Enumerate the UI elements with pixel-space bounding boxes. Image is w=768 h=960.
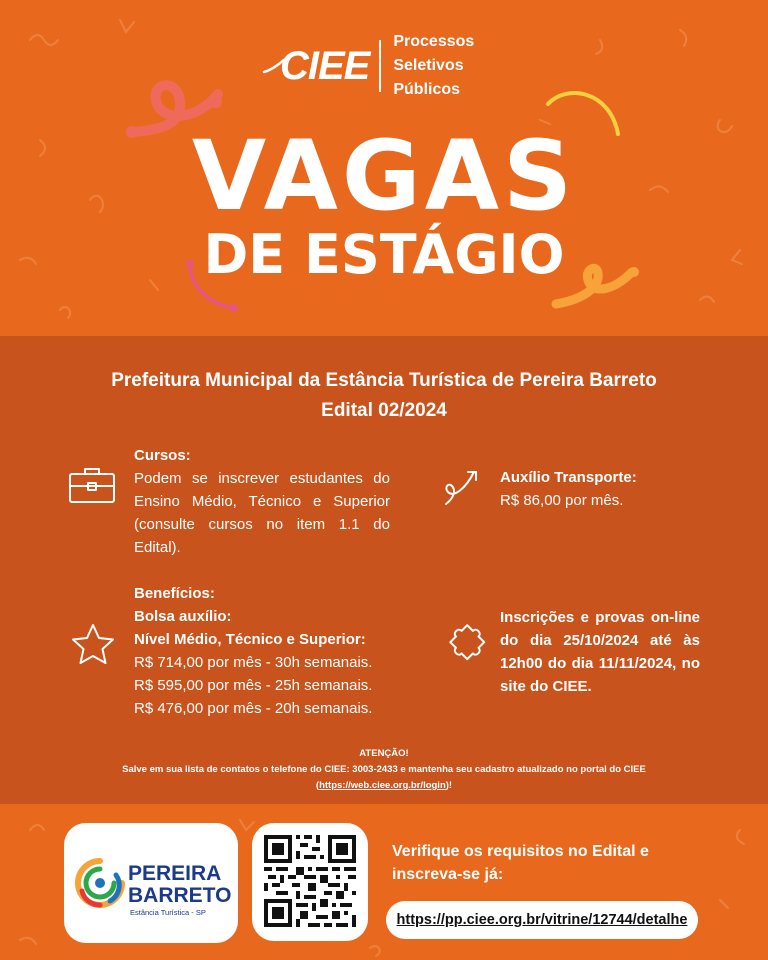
hero-title-line2: DE ESTÁGIO [203, 223, 565, 286]
puzzle-icon [440, 622, 486, 668]
tagline-line-3: Públicos [393, 81, 461, 98]
partner-name-1: PEREIRA [128, 862, 222, 885]
bolsa-heading: Bolsa auxílio: [134, 608, 232, 625]
logo-divider [379, 40, 381, 92]
beneficios-block [134, 582, 404, 720]
tagline-line-1: Processos [393, 33, 475, 50]
hero-title-line1: VAGAS [191, 120, 577, 232]
partner-sub: Estância Turística - SP [130, 908, 206, 917]
attention-notice [110, 746, 658, 794]
edital-url-link[interactable]: https://pp.ciee.org.br/vitrine/12744/detalhe [386, 901, 698, 939]
transporte-heading: Auxílio Transporte: [500, 469, 637, 486]
attention-title: ATENÇÃO! [359, 748, 409, 759]
partner-logo-card [64, 823, 238, 943]
org-name: Prefeitura Municipal da Estância Turística de Pereira Barreto [111, 370, 657, 391]
edital-number: Edital 02/2024 [321, 400, 447, 421]
partner-name-2: BARRETO [128, 884, 232, 907]
qr-code-card [252, 823, 368, 941]
inscricoes-text: Inscrições e provas on-line do dia 25/10/2024 até às 12h00 do dia 11/11/2024, no site do CIEE. [500, 609, 700, 695]
inscricoes-block [500, 606, 700, 698]
attention-text [110, 762, 658, 794]
org-heading [0, 366, 768, 426]
pereira-barreto-swirl-icon [72, 855, 128, 911]
ciee-login-link[interactable]: https://web.ciee.org.br/login [319, 780, 446, 791]
attention-text-after: )! [445, 780, 453, 791]
bolsa-line-2: R$ 595,00 por mês - 25h semanais. [134, 677, 373, 694]
transporte-block [500, 466, 720, 512]
bolsa-line-1: R$ 714,00 por mês - 30h semanais. [134, 654, 373, 671]
route-icon [442, 466, 482, 508]
brand-name: CIEE [280, 44, 370, 88]
star-icon [70, 622, 116, 666]
brand-tagline [393, 30, 474, 102]
tagline-line-2: Seletivos [393, 57, 464, 74]
beneficios-heading: Benefícios: [134, 585, 215, 602]
briefcase-icon [68, 466, 118, 506]
attention-text-before: Salve em sua lista de contatos o telefone do CIEE: 3003-2433 e mantenha seu cadastro atualizado no portal do CIEE ( [122, 764, 646, 791]
transporte-text: R$ 86,00 por mês. [500, 492, 624, 509]
cta-text: Verifique os requisitos no Edital e inscreva-se já: [392, 843, 649, 883]
cursos-heading: Cursos: [134, 447, 191, 464]
cursos-block [134, 444, 390, 559]
cursos-text: Podem se inscrever estudantes do Ensino Médio, Técnico e Superior (consulte cursos no item 1.1 do Edital). [134, 470, 390, 556]
nivel-heading: Nível Médio, Técnico e Superior: [134, 631, 366, 648]
bolsa-line-3: R$ 476,00 por mês - 20h semanais. [134, 700, 373, 717]
ciee-logo [262, 30, 474, 102]
qr-code-icon[interactable] [264, 835, 356, 927]
